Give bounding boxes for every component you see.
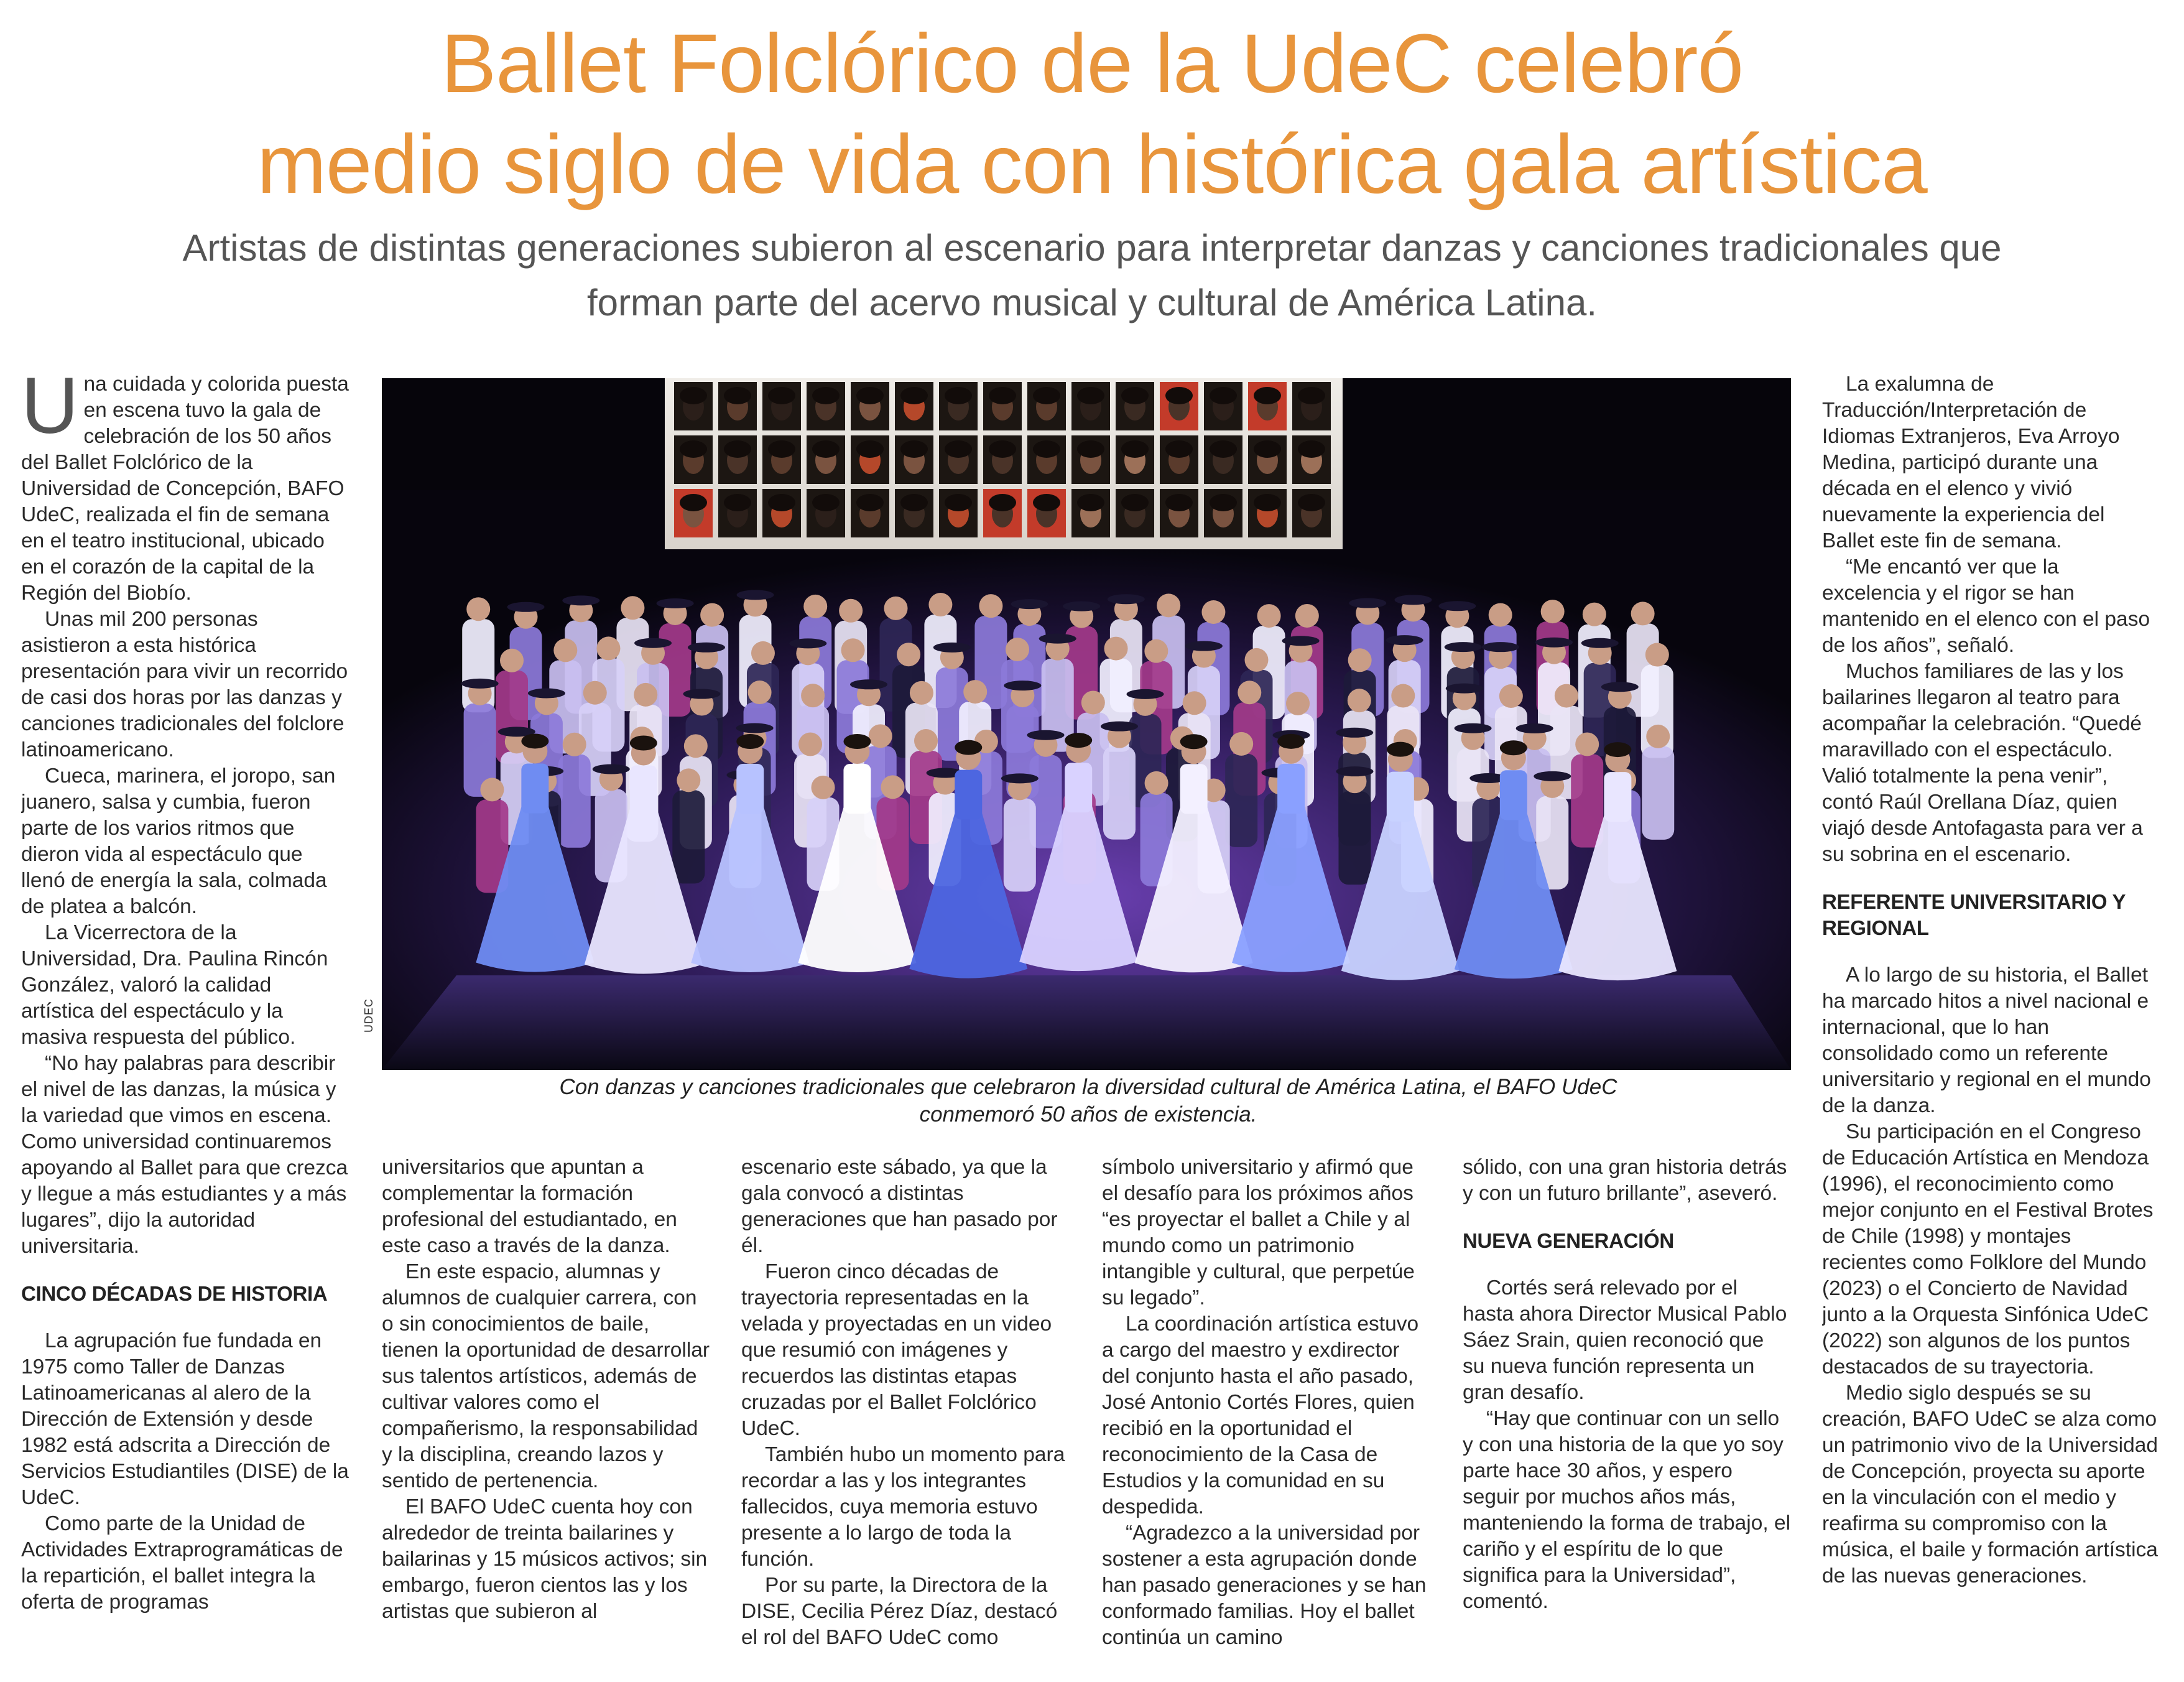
portrait-thumbnail — [1071, 435, 1110, 484]
portrait-thumbnail — [718, 489, 757, 537]
photo-caption: Con danzas y canciones tradicionales que celebraron la diversidad cultural de América Latina, el BAFO UdeC conmemoró 50 años de existencia. — [559, 1075, 1617, 1127]
paragraph: Unas mil 200 personas asistieron a esta histórica presentación para vivir un recorrido de casi dos horas por las danzas y canciones tradicionales del folclore latinoamericano. — [21, 608, 348, 761]
article-column-4 — [1102, 1155, 1430, 1665]
portrait-thumbnail — [718, 382, 757, 430]
paragraph: “Agradezco a la universidad por sostener a esta agrupación donde han pasado generaciones y se han conformado familias. Hoy el ballet continúa un camino — [1102, 1522, 1427, 1649]
portrait-thumbnail — [1027, 489, 1066, 537]
portrait-thumbnail — [1204, 435, 1242, 484]
portrait-thumbnail — [807, 435, 845, 484]
article-column-6 — [1822, 371, 2161, 1665]
portrait-thumbnail — [674, 489, 713, 537]
subheading-cinco-decadas: CINCO DÉCADAS DE HISTORIA — [21, 1282, 328, 1305]
portrait-thumbnail — [851, 489, 889, 537]
paragraph: La exalumna de Traducción/Interpretación de Idiomas Extranjeros, Eva Arroyo Medina, participó durante una década en el elenco y vivió nuevamente la experiencia del Ballet este fin de semana. — [1822, 373, 2120, 552]
portrait-thumbnail — [1027, 435, 1066, 484]
portrait-thumbnail — [939, 382, 978, 430]
paragraph: Cortés será relevado por el hasta ahora Director Musical Pablo Sáez Srain, quien reconoció que su nueva función representa un gran desafío. — [1463, 1276, 1787, 1404]
portrait-thumbnail — [1292, 382, 1331, 430]
photo-credit: UDEC — [363, 998, 375, 1033]
paragraph: En este espacio, alumnas y alumnos de cualquier carrera, con o sin conocimientos de baile, tienen la oportunidad de desarrollar sus talentos artísticos, además de cultivar valores como el compañerismo, la responsabilidad y la disciplina, creando lazos y sentido de pertenencia. — [382, 1260, 710, 1492]
headline-line-2: medio siglo de vida con histórica gala artística — [257, 118, 1927, 211]
portrait-thumbnail — [1027, 382, 1066, 430]
portrait-thumbnail — [1116, 382, 1154, 430]
paragraph: También hubo un momento para recordar a las y los integrantes fallecidos, cuya memoria estuvo presente a lo largo de toda la función. — [741, 1443, 1065, 1571]
portrait-thumbnail — [1071, 382, 1110, 430]
paragraph: Fueron cinco décadas de trayectoria representadas en la velada y proyectadas en un video que resumió con imágenes y recuerdos las distintas etapas cruzadas por el Ballet Folclórico UdeC. — [741, 1260, 1052, 1440]
paragraph: La coordinación artística estuvo a cargo del maestro y exdirector del conjunto hasta el año pasado, José Antonio Cortés Flores, quien recibió en la oportunidad el reconocimiento de la Casa de Estudios y la comunidad en su despedida. — [1102, 1313, 1419, 1518]
portrait-thumbnail — [1116, 489, 1154, 537]
paragraph: “Me encantó ver que la excelencia y el rigor se han mantenido en el elenco con el paso de los años”, señaló. — [1822, 555, 2150, 657]
gala-photo — [382, 378, 1791, 1070]
portrait-thumbnail — [807, 382, 845, 430]
paragraph: Medio siglo después se su creación, BAFO UdeC se alza como un patrimonio vivo de la Universidad de Concepción, proyecta su aporte en la vinculación con el medio y reafirma su compromiso con la música, el baile y formación artística de las nuevas generaciones. — [1822, 1382, 2159, 1587]
subheading-nueva-generacion: NUEVA GENERACIÓN — [1463, 1229, 1674, 1252]
portrait-thumbnail — [1248, 489, 1287, 537]
paragraph: Cueca, marinera, el joropo, san juanero, salsa y cumbia, fueron parte de los varios ritmos que dieron vida al espectáculo que llenó de energía la sala, colmada de platea a balcón. — [21, 764, 336, 918]
paragraph: A lo largo de su historia, el Ballet ha marcado hitos a nivel nacional e internacional, que lo han consolidado como un referente universitario y regional en el mundo de la danza. — [1822, 964, 2151, 1117]
portrait-thumbnail — [895, 489, 933, 537]
paragraph: Muchos familiares de las y los bailarines llegaron al teatro para acompañar la celebración. “Quedé maravillado con el espectáculo. Valió totalmente la pena venir”, contó Raúl Orellana Díaz, quien viajó desde Antofagasta para ver a su sobrina en el escenario. — [1822, 660, 2143, 866]
portrait-thumbnail — [1160, 489, 1198, 537]
paragraph: El BAFO UdeC cuenta hoy con alrededor de treinta bailarines y bailarinas y 15 músicos activos; sin embargo, fueron cientos las y los artistas que subieron al — [382, 1495, 708, 1623]
portrait-thumbnail — [939, 435, 978, 484]
portrait-thumbnail — [718, 435, 757, 484]
portrait-thumbnail — [762, 435, 801, 484]
portrait-grid — [674, 382, 1331, 537]
article-column-5 — [1463, 1155, 1791, 1665]
portrait-thumbnail — [983, 489, 1022, 537]
subheading-referente: REFERENTE UNIVERSITARIO Y REGIONAL — [1822, 890, 2126, 939]
paragraph: La Vicerrectora de la Universidad, Dra. Paulina Rincón González, valoró la calidad artística del espectáculo y la masiva respuesta del público. — [21, 921, 328, 1049]
paragraph: Por su parte, la Directora de la DISE, Cecilia Pérez Díaz, destacó el rol del BAFO UdeC como — [741, 1574, 1058, 1649]
paragraph: “Hay que continuar con un sello y con una historia de la que yo soy parte hace 30 años, y espero seguir por muchos años más, manteniendo la forma de trabajo, el cariño y el espíritu de lo que significa para la Universidad”, comentó. — [1463, 1407, 1791, 1613]
drop-cap: U — [21, 371, 79, 450]
portrait-thumbnail — [807, 489, 845, 537]
article-column-3 — [741, 1155, 1070, 1665]
portrait-thumbnail — [895, 435, 933, 484]
portrait-thumbnail — [1248, 435, 1287, 484]
paragraph: “No hay palabras para describir el nivel de las danzas, la música y la variedad que vimos en escena. Como universidad continuaremos apoyando al Ballet para que crezca y llegue a más estudiantes y a más lugares”, dijo la autoridad universitaria. — [21, 1052, 348, 1258]
headline-line-1: Ballet Folclórico de la UdeC celebró — [440, 17, 1744, 110]
portrait-thumbnail — [762, 382, 801, 430]
portrait-thumbnail — [762, 489, 801, 537]
paragraph — [21, 371, 349, 606]
paragraph: escenario este sábado, ya que la gala convocó a distintas generaciones que han pasado por él. — [741, 1156, 1058, 1257]
article-column-1 — [21, 371, 349, 1665]
portrait-thumbnail — [1292, 435, 1331, 484]
portrait-thumbnail — [1248, 382, 1287, 430]
paragraph: Como parte de la Unidad de Actividades Extraprogramáticas de la repartición, el ballet integra la oferta de programas — [21, 1512, 343, 1614]
portrait-thumbnail — [1204, 382, 1242, 430]
portrait-thumbnail — [983, 382, 1022, 430]
portrait-thumbnail — [674, 435, 713, 484]
headline — [62, 14, 2122, 215]
stage-floor — [382, 975, 1791, 1070]
deck-subtitle: Artistas de distintas generaciones subieron al escenario para interpretar danzas y canciones tradicionales que forman parte del acervo musical y cultural de América Latina. — [182, 227, 2002, 323]
portrait-thumbnail — [851, 382, 889, 430]
article-column-2 — [382, 1155, 710, 1665]
portrait-thumbnail — [1160, 382, 1198, 430]
portrait-thumbnail — [851, 435, 889, 484]
paragraph-text: na cuidada y colorida puesta en escena tuvo la gala de celebración de los 50 años del Ballet Folclórico de la Universidad de Concepción, BAFO UdeC, realizada el fin de semana en el teatro institucional, ubicado en el corazón de la capital de la Región del Biobío. — [21, 373, 349, 605]
paragraph: La agrupación fue fundada en 1975 como Taller de Danzas Latinoamericanas al alero de la Dirección de Extensión y desde 1982 está adscrita a Dirección de Servicios Estudiantiles (DISE) de la UdeC. — [21, 1329, 349, 1509]
portrait-thumbnail — [1160, 435, 1198, 484]
portrait-thumbnail — [1292, 489, 1331, 537]
paragraph: Su participación en el Congreso de Educación Artística en Mendoza (1996), el reconocimiento como mejor conjunto en el Festival Brotes de Chile (1998) y montajes recientes como Folklore del Mundo (2023) o el Concierto de Navidad junto a la Orquesta Sinfónica UdeC (2022) son algunos de los puntos destacados de su trayectoria. — [1822, 1120, 2154, 1378]
paragraph: sólido, con una gran historia detrás y con un futuro brillante”, aseveró. — [1463, 1156, 1787, 1205]
portrait-thumbnail — [983, 435, 1022, 484]
paragraph: símbolo universitario y afirmó que el desafío para los próximos años “es proyectar el ballet a Chile y al mundo como un patrimonio intangible y cultural, que perpetúe su legado”. — [1102, 1156, 1415, 1309]
stage-photo-illustration — [382, 378, 1791, 1070]
portrait-thumbnail — [1071, 489, 1110, 537]
portrait-thumbnail — [1204, 489, 1242, 537]
portrait-thumbnail — [939, 489, 978, 537]
paragraph: universitarios que apuntan a complementar la formación profesional del estudiantado, en este caso a través de la danza. — [382, 1156, 677, 1257]
portrait-thumbnail — [1116, 435, 1154, 484]
portrait-thumbnail — [674, 382, 713, 430]
portrait-thumbnail — [895, 382, 933, 430]
